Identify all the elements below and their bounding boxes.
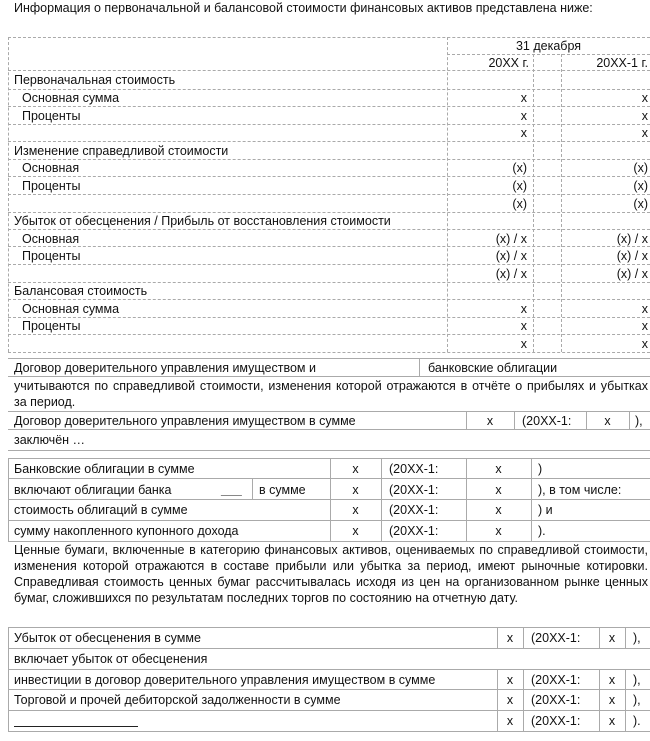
cell-current: (x) [512,197,527,211]
impairment-r4-end: ), [633,693,641,707]
bonds-r3-prior-label: (20ХХ-1: [389,503,439,517]
bonds-r2-value: x [352,483,359,497]
bonds-r4-prior-label: (20ХХ-1: [389,524,439,538]
impairment-r5-prior-value: x [608,714,616,728]
bonds-r2-blank: ___ [221,483,242,497]
bonds-r3-label: стоимость облигаций в сумме [14,503,188,517]
bonds-r1-prior-label: (20ХХ-1: [389,462,439,476]
trust-amount-label: Договор доверительного управления имуществом в сумме [14,414,356,428]
cell-prior: (x) / x [616,267,648,281]
bonds-r4-end: ). [538,524,546,538]
cell-prior: x [641,337,648,351]
impairment-r3-value: x [506,673,514,687]
cell-current: (x) / x [495,249,527,263]
cell-current: (x) [512,179,527,193]
bonds-r3-value: x [352,503,359,517]
cell-prior: x [641,126,648,140]
intro-text: Информация о первоначальной и балансовой стоимости финансовых активов представлена ниже: [14,1,593,15]
trust-amount-value: x [486,414,494,428]
bonds-r4-label: сумму накопленного купонного дохода [14,524,239,538]
impairment-r1-label: Убыток от обесценения в сумме [14,631,201,645]
cell-current: x [520,109,527,123]
blank-line [14,726,138,727]
impairment-r1-value: x [506,631,514,645]
cell-prior: (x) [633,179,648,193]
impairment-r5-prior-label: (20ХХ-1: [531,714,581,728]
bonds-r1-label: Банковские облигации в сумме [14,462,195,476]
cell-prior: (x) / x [616,232,648,246]
row-label: Основная [22,161,80,175]
trust-line3-end: ), [635,414,643,428]
cell-prior: (x) [633,197,648,211]
cell-prior: (x) / x [616,249,648,263]
bonds-r3-prior-value: x [495,503,502,517]
cell-current: (x) [512,161,527,175]
cell-current: x [520,319,527,333]
impairment-r3-end: ), [633,673,641,687]
bonds-r4-prior-value: x [495,524,502,538]
trust-line1-a: Договор доверительного управления имуществом и [14,361,316,375]
cell-current: x [520,91,527,105]
trust-line1-b: банковские облигации [428,361,558,375]
bonds-r4-value: x [352,524,359,538]
row-label: Основная сумма [22,91,120,105]
section-title: Первоначальная стоимость [14,73,176,87]
impairment-r1-prior-value: x [608,631,616,645]
impairment-r3-prior-value: x [608,673,616,687]
row-label: Проценты [22,109,81,123]
cell-current: x [520,337,527,351]
impairment-r4-prior-value: x [608,693,616,707]
bonds-r1-value: x [352,462,359,476]
cell-prior: x [641,91,648,105]
cell-prior: (x) [633,161,648,175]
bonds-r2-label2: в сумме [259,483,306,497]
bonds-r3-end: ) и [538,503,553,517]
bonds-r2-label: включают облигации банка [14,483,172,497]
bonds-r2-end: ), в том числе: [538,483,622,497]
impairment-r3-prior-label: (20ХХ-1: [531,673,581,687]
impairment-r5-end: ). [633,714,641,728]
impairment-r4-prior-label: (20ХХ-1: [531,693,581,707]
trust-prior-label: (20ХХ-1: [522,414,572,428]
cell-current: (x) / x [495,232,527,246]
securities-paragraph: Ценные бумаги, включенные в категорию финансовых активов, оцениваемых по справедливой стоимости, изменения которой отражаются в составе прибыли или убытка за период, имеют рыночные котировки. Справедливая стоимость ценных бумаг рассчитывалась исходя из цен на организованном рынке ценных бумаг, сложившихся по результатам последних торгов по состоянию на отчетную дату. [14,543,648,605]
impairment-r1-end: ), [633,631,641,645]
cell-prior: x [641,109,648,123]
cell-current: x [520,302,527,316]
col-current-header: 20ХХ г. [488,56,529,70]
section-title: Изменение справедливой стоимости [14,144,229,158]
bonds-r2-prior-label: (20ХХ-1: [389,483,439,497]
section-title: Балансовая стоимость [14,284,148,298]
impairment-r4-label: Торговой и прочей дебиторской задолженности в сумме [14,693,341,707]
row-label: Основная сумма [22,302,120,316]
date-header: 31 декабря [515,39,582,53]
impairment-r2-label: включает убыток от обесценения [14,652,208,666]
section-title: Убыток от обесценения / Прибыль от восстановления стоимости [14,214,391,228]
cell-prior: x [641,302,648,316]
row-label: Основная [22,232,80,246]
trust-prior-value: x [604,414,611,428]
trust-line2: учитываются по справедливой стоимости, изменения которой отражаются в отчёте о прибылях и убытках за период. [14,379,648,409]
impairment-r5-value: x [506,714,514,728]
trust-line4: заключён … [14,433,86,447]
impairment-r1-prior-label: (20ХХ-1: [531,631,581,645]
cell-prior: x [641,319,648,333]
bonds-r1-prior-value: x [495,462,502,476]
impairment-r3-label: инвестиции в договор доверительного управления имуществом в сумме [14,673,436,687]
cell-current: (x) / x [495,267,527,281]
row-label: Проценты [22,319,81,333]
bonds-r1-end: ) [538,462,543,476]
row-label: Проценты [22,179,81,193]
bonds-r2-prior-value: x [495,483,502,497]
row-label: Проценты [22,249,81,263]
col-prior-header: 20ХХ-1 г. [596,56,648,70]
impairment-r4-value: x [506,693,514,707]
cell-current: x [520,126,527,140]
